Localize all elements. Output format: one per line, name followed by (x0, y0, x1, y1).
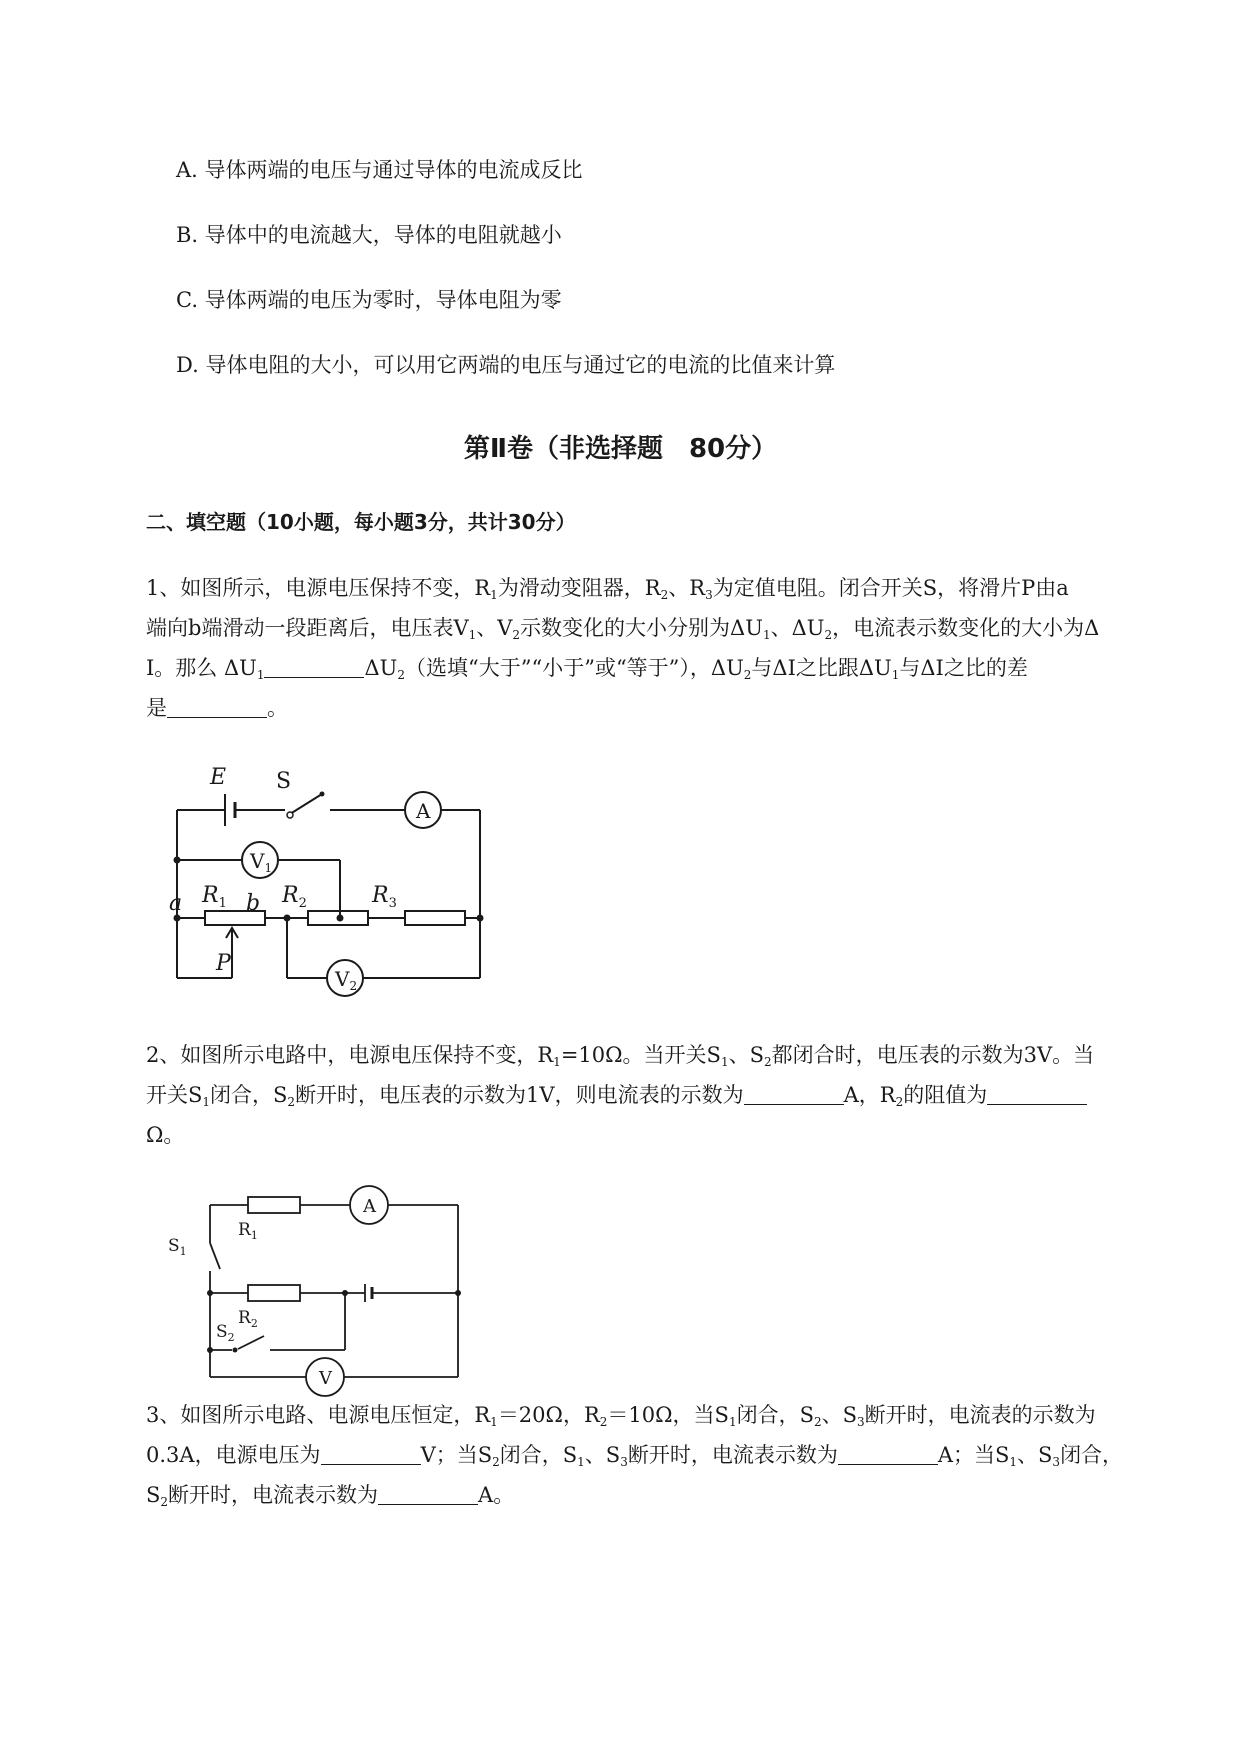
junction-dot (337, 915, 344, 922)
answer-blank[interactable] (321, 1442, 421, 1465)
label-v1: $V_1$ (250, 849, 273, 875)
resistor-r1 (248, 1197, 300, 1213)
label-a-point: a (169, 891, 183, 916)
label-v-meter: V (319, 1368, 332, 1389)
junction-dot (284, 915, 291, 922)
circuit-diagram-1 (160, 758, 490, 993)
switch-s1-blade (210, 1243, 220, 1269)
label-r1: $R_1$ (202, 883, 227, 911)
circuit-diagram-2 (168, 1185, 470, 1415)
option-c: C. 导体两端的电压为零时，导体电阻为零 (176, 288, 562, 312)
q1-line-1: 1、如图所示，电源电压保持不变，$R_1$为滑动变阻器，$R_2$、$R_3$为定值电阻。闭合开关S，将滑片P由a (146, 576, 1069, 602)
answer-blank[interactable] (987, 1082, 1087, 1105)
label-s1: $S_1$ (168, 1236, 187, 1258)
option-d: D. 导体电阻的大小，可以用它两端的电压与通过它的电流的比值来计算 (176, 353, 836, 377)
q1-line-3: I。那么 $\Delta U_1$ $\Delta U_2$（选填“大于”“小于”或“等于”），$\Delta U_2$与ΔI之比跟$\Delta U_1$与ΔI之比的差 (146, 656, 1028, 682)
option-a: A. 导体两端的电压与通过导体的电流成反比 (176, 158, 583, 182)
switch-s2-blade (238, 1336, 264, 1349)
label-a-meter: A (416, 799, 431, 823)
junction-dot (455, 1290, 461, 1296)
answer-blank[interactable] (264, 655, 364, 678)
junction-dot (342, 1290, 348, 1296)
junction-dot (174, 857, 181, 864)
label-r2: $R_2$ (282, 883, 307, 911)
label-r2: $R_2$ (238, 1308, 258, 1330)
junction-dot (207, 1290, 213, 1296)
q2-line-3: Ω。 (146, 1123, 185, 1147)
answer-blank[interactable] (378, 1482, 478, 1505)
q3-line-2: 0.3A，电源电压为 V；当$S_2$闭合，$S_1$、$S_3$断开时，电流表示数为 A；当$S_1$、$S_3$闭合， (146, 1443, 1124, 1469)
switch-contact (320, 792, 325, 797)
part-title: 二、填空题（10小题，每小题3分，共计30分） (146, 510, 576, 534)
junction-dot (207, 1347, 213, 1353)
label-b-point: b (246, 891, 261, 916)
label-p: P (216, 951, 231, 976)
answer-blank[interactable] (167, 695, 267, 718)
q3-line-1: 3、如图所示电路、电源电压恒定，$R_1=20\Omega$，$R_2=10\Omega$，当$S_1$闭合，$S_2$、$S_3$断开时，电流表的示数为 (146, 1403, 1096, 1429)
label-r1: $R_1$ (238, 1220, 258, 1242)
label-r3: $R_3$ (372, 883, 397, 911)
label-v2: $V_2$ (335, 967, 358, 993)
switch-contact (233, 1348, 238, 1353)
switch-pivot (287, 812, 293, 818)
junction-dot (477, 915, 484, 922)
option-b: B. 导体中的电流越大，导体的电阻就越小 (176, 223, 562, 247)
q2-line-2: 开关$S_1$闭合，$S_2$断开时，电压表的示数为1V，则电流表的示数为 A，$R_2$的阻值为 (146, 1080, 1087, 1110)
switch-blade (290, 794, 322, 814)
section-title: 第Ⅱ卷（非选择题 80分） (463, 434, 778, 464)
q1-line-2: 端向b端滑动一段距离后，电压表$V_1$、$V_2$示数变化的大小分别为$\Delta U_1$、$\Delta U_2$，电流表示数变化的大小为Δ (146, 616, 1100, 642)
label-e: E (210, 765, 227, 790)
label-s: S (276, 769, 292, 794)
label-a-meter: A (363, 1196, 376, 1217)
q3-line-3: $S_2$断开时，电流表示数为 A。 (146, 1483, 515, 1509)
answer-blank[interactable] (744, 1082, 844, 1105)
q1-line-4: 是 。 (146, 696, 288, 720)
q2-line-1: 2、如图所示电路中，电源电压保持不变，$R_1=10\Omega$。当开关$S_1$、$S_2$都闭合时，电压表的示数为3V。当 (146, 1043, 1095, 1069)
resistor-r3 (405, 911, 465, 925)
label-s2: $S_2$ (216, 1322, 235, 1344)
answer-blank[interactable] (838, 1442, 938, 1465)
resistor-r2 (248, 1285, 300, 1301)
